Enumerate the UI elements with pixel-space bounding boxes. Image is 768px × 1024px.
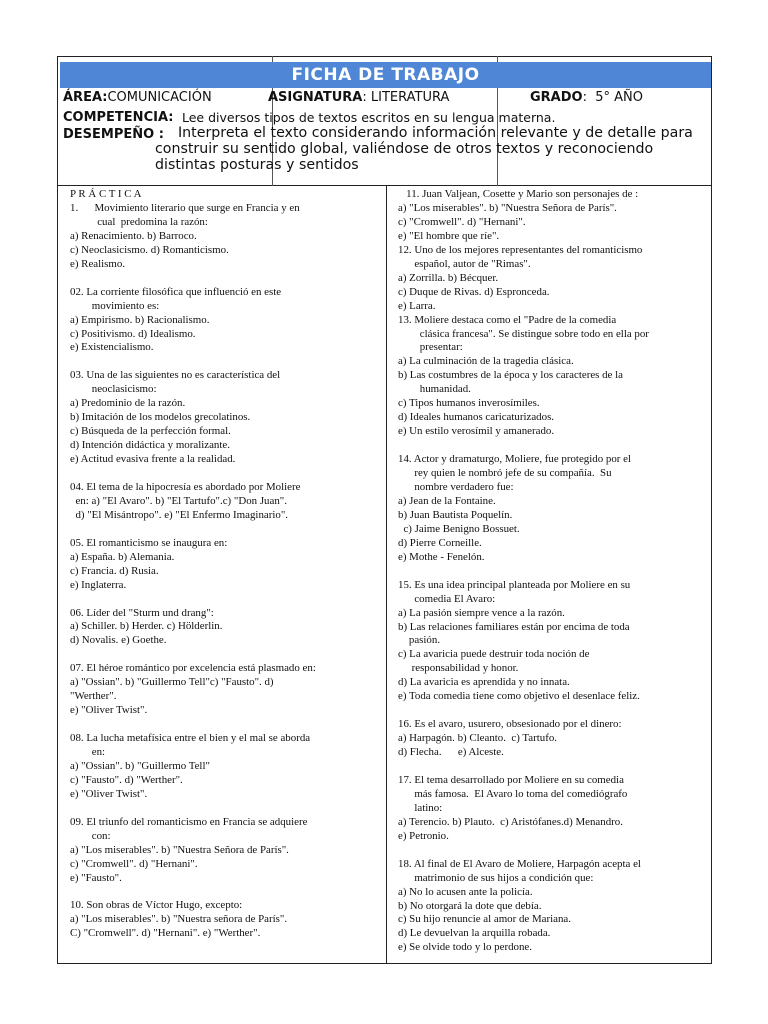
question-line: 06. Líder del "Sturm und drang": xyxy=(70,606,214,619)
question-line: e) Inglaterra. xyxy=(70,578,127,591)
question-line: a) Jean de la Fontaine. xyxy=(398,494,496,507)
question-line: 13. Moliere destaca como el "Padre de la comedia xyxy=(398,313,617,326)
competencia-value: Lee diversos tipos de textos escritos en su lengua materna. xyxy=(182,110,556,125)
blank-line xyxy=(70,272,316,286)
question-line: en: xyxy=(70,746,106,759)
question-line: 08. La lucha metafísica entre el bien y el mal se aborda xyxy=(70,732,311,745)
grado-row xyxy=(530,90,643,105)
question-line: a) "Los miserables". b) "Nuestra Señora de París". xyxy=(398,201,617,214)
left-question-column xyxy=(70,188,316,941)
question-line: 15. Es una idea principal planteada por Moliere en su xyxy=(398,578,631,591)
area-value: COMUNICACIÓN xyxy=(107,90,212,105)
question-line: d) Flecha. e) Alceste. xyxy=(398,746,504,759)
question-line: c) Neoclasicismo. d) Romanticismo. xyxy=(70,243,229,256)
question-line: a) Predominio de la razón. xyxy=(70,397,186,410)
question-line: e) Realismo. xyxy=(70,257,126,270)
blank-line xyxy=(70,355,316,369)
question-line: b) Imitación de los modelos grecolatinos. xyxy=(70,411,251,424)
asignatura-value: LITERATURA xyxy=(370,90,450,105)
desempeno-label: DESEMPEÑO : xyxy=(63,127,164,142)
question-line: cual predomina la razón: xyxy=(70,215,208,228)
right-question-column xyxy=(398,188,649,955)
question-line: a) La pasión siempre vence a la razón. xyxy=(398,606,565,619)
blank-line xyxy=(70,886,316,900)
area-label: ÁREA: xyxy=(63,90,108,105)
question-line: e) Se olvide todo y lo perdone. xyxy=(398,941,532,954)
desempeno-line-3: distintas posturas y sentidos xyxy=(155,157,359,173)
question-line: a) España. b) Alemania. xyxy=(70,550,175,563)
question-line: c) "Cromwell". d) "Hernani". xyxy=(70,857,198,870)
question-line: d) Pierre Corneille. xyxy=(398,536,482,549)
question-line: a) "Los miserables". b) "Nuestra Señora de París". xyxy=(70,843,289,856)
question-line: d) Novalis. e) Goethe. xyxy=(70,634,167,647)
question-line: 11. Juan Valjean, Cosette y Mario son personajes de : xyxy=(398,188,639,200)
blank-line xyxy=(70,593,316,607)
question-line: e) Petronio. xyxy=(398,829,449,842)
question-line: b) Las costumbres de la época y los caracteres de la xyxy=(398,369,623,382)
asignatura-label: ASIGNATURA xyxy=(268,90,363,105)
question-line: c) Tipos humanos inverosímiles. xyxy=(398,397,540,410)
desempeno-line-2: construir su sentido global, valiéndose de otros textos y reconociendo xyxy=(155,141,654,157)
question-line: b) Las relaciones familiares están por encima de toda xyxy=(398,620,630,633)
column-divider xyxy=(386,186,387,964)
question-line: c) Francia. d) Rusia. xyxy=(70,564,159,577)
competencia-label: COMPETENCIA: xyxy=(63,110,174,125)
question-line: clásica francesa". Se distingue sobre todo en ella por xyxy=(398,327,649,340)
question-line: d) Ideales humanos caricaturizados. xyxy=(398,411,555,424)
question-line: c) Su hijo renuncie al amor de Mariana. xyxy=(398,913,571,926)
question-line: presentar: xyxy=(398,341,463,354)
question-line: e) Actitud evasiva frente a la realidad. xyxy=(70,453,236,466)
question-line: e) "Oliver Twist". xyxy=(70,787,148,800)
question-line: 05. El romanticismo se inaugura en: xyxy=(70,536,228,549)
question-line: nombre verdadero fue: xyxy=(398,481,514,493)
question-line: a) Renacimiento. b) Barroco. xyxy=(70,229,197,242)
blank-line xyxy=(398,704,649,718)
question-line: 12. Uno de los mejores representantes del romanticismo xyxy=(398,243,643,256)
question-line: matrimonio de sus hijos a condición que: xyxy=(398,871,594,884)
question-line: responsabilidad y honor. xyxy=(398,662,519,675)
question-line: e) "Fausto". xyxy=(70,871,122,884)
question-line: c) "Cromwell". d) "Hernani". xyxy=(398,215,526,228)
question-line: movimiento es: xyxy=(70,299,160,312)
question-line: e) Existencialismo. xyxy=(70,341,154,354)
question-line: a) La culminación de la tragedia clásica. xyxy=(398,355,574,368)
desempeno-line-1: Interpreta el texto considerando información relevante y de detalle para xyxy=(178,125,693,141)
question-line: c) "Fausto". d) "Werther". xyxy=(70,773,183,786)
question-line: más famosa. El Avaro lo toma del comediógrafo xyxy=(398,787,628,800)
question-line: b) Juan Bautista Poquelín. xyxy=(398,508,513,521)
question-line: a) "Ossian". b) "Guillermo Tell"c) "Fausto". d) xyxy=(70,676,274,689)
blank-line xyxy=(70,523,316,537)
question-line: 16. Es el avaro, usurero, obsesionado por el dinero: xyxy=(398,718,622,731)
asignatura-colon: : xyxy=(362,90,367,105)
worksheet-title: FICHA DE TRABAJO xyxy=(60,62,711,88)
question-line: pasión. xyxy=(398,634,441,647)
desempeno-row xyxy=(63,127,164,142)
question-line: c) Búsqueda de la perfección formal. xyxy=(70,425,231,438)
blank-line xyxy=(398,439,649,453)
question-line: e) "El hombre que ríe". xyxy=(398,229,500,242)
question-line: d) Le devuelvan la arquilla robada. xyxy=(398,927,551,940)
question-line: d) "El Misántropo". e) "El Enfermo Imaginario". xyxy=(70,508,288,521)
question-line: español, autor de "Rimas". xyxy=(398,257,531,270)
blank-line xyxy=(70,718,316,732)
question-line: e) Toda comedia tiene como objetivo el desenlace feliz. xyxy=(398,690,640,703)
blank-line xyxy=(70,467,316,481)
question-line: 14. Actor y dramaturgo, Moliere, fue protegido por el xyxy=(398,453,631,466)
blank-line xyxy=(398,760,649,774)
question-line: a) "Ossian". b) "Guillermo Tell" xyxy=(70,759,210,772)
question-line: c) La avaricia puede destruir toda noción de xyxy=(398,648,590,661)
question-line: 17. El tema desarrollado por Moliere en su comedia xyxy=(398,773,624,786)
question-line: 02. La corriente filosófica que influenció en este xyxy=(70,285,282,298)
question-line: b) No otorgará la dote que debía. xyxy=(398,899,542,912)
question-line: en: a) "El Avaro". b) "El Tartufo".c) "Don Juan". xyxy=(70,494,287,507)
blank-line xyxy=(398,565,649,579)
question-line: comedia El Avaro: xyxy=(398,592,496,605)
question-line: c) Jaime Benigno Bossuet. xyxy=(398,522,520,535)
question-line: P R Á C T I C A xyxy=(70,188,142,200)
question-line: "Werther". xyxy=(70,690,117,703)
question-line: e) Un estilo verosímil y amanerado. xyxy=(398,425,555,438)
blank-line xyxy=(398,844,649,858)
question-line: 07. El héroe romántico por excelencia está plasmado en: xyxy=(70,662,316,675)
question-line: a) No lo acusen ante la policía. xyxy=(398,885,533,898)
question-line: a) "Los miserables". b) "Nuestra señora de París". xyxy=(70,913,288,926)
question-line: c) Duque de Rivas. d) Espronceda. xyxy=(398,285,550,298)
question-line: con: xyxy=(70,829,111,842)
question-line: d) La avaricia es aprendida y no innata. xyxy=(398,676,570,689)
question-line: 04. El tema de la hipocresía es abordado por Moliere xyxy=(70,480,301,493)
question-line: 09. El triunfo del romanticismo en Francia se adquiere xyxy=(70,815,308,828)
question-line: d) Intención didáctica y moralizante. xyxy=(70,439,230,452)
question-line: e) Mothe - Fenelón. xyxy=(398,550,485,563)
question-line: a) Harpagón. b) Cleanto. c) Tartufo. xyxy=(398,732,558,745)
question-line: a) Zorrilla. b) Bécquer. xyxy=(398,271,499,284)
question-line: 10. Son obras de Víctor Hugo, excepto: xyxy=(70,899,243,912)
question-line: C) "Cromwell". d) "Hernani". e) "Werther". xyxy=(70,927,261,940)
question-line: c) Positivismo. d) Idealismo. xyxy=(70,327,196,340)
question-line: a) Empirismo. b) Racionalismo. xyxy=(70,313,210,326)
grado-value: 5° AÑO xyxy=(595,90,644,105)
grado-colon: : xyxy=(582,90,587,105)
asignatura-row xyxy=(268,90,449,105)
question-line: 03. Una de las siguientes no es característica del xyxy=(70,369,281,382)
area-row xyxy=(63,90,212,105)
grado-label: GRADO xyxy=(530,90,583,105)
question-line: 18. Al final de El Avaro de Moliere, Harpagón acepta el xyxy=(398,857,641,870)
question-line: 1. Movimiento literario que surge en Francia y en xyxy=(70,201,300,214)
question-line: e) Larra. xyxy=(398,299,436,312)
blank-line xyxy=(70,802,316,816)
question-line: a) Schiller. b) Herder. c) Hölderlin. xyxy=(70,620,223,633)
question-line: a) Terencio. b) Plauto. c) Aristófanes.d) Menandro. xyxy=(398,815,623,828)
question-line: e) "Oliver Twist". xyxy=(70,704,148,717)
blank-line xyxy=(70,648,316,662)
question-line: latino: xyxy=(398,801,443,814)
question-line: humanidad. xyxy=(398,383,471,396)
question-line: rey quien le nombró jefe de su compañía. Su xyxy=(398,467,612,480)
competencia-row xyxy=(63,110,173,125)
question-line: neoclasicismo: xyxy=(70,383,157,396)
